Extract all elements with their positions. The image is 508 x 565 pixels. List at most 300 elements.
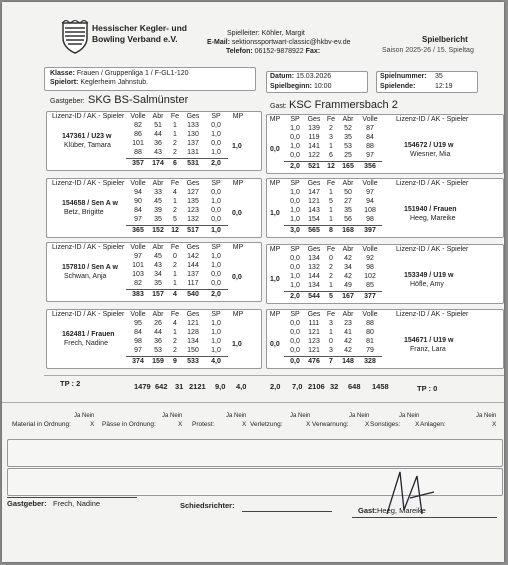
checklist-mark[interactable]: X xyxy=(306,421,311,428)
home-cell: 1 xyxy=(173,131,177,138)
home-header-mp: MP xyxy=(232,113,244,120)
away-cell: 1 xyxy=(329,282,333,289)
home-cell: 53 xyxy=(154,347,162,354)
home-total-cell: 6 xyxy=(173,160,177,167)
away-cell: 0,0 xyxy=(290,338,300,345)
home-team-label: Gastgeber: xyxy=(50,98,85,105)
away-cell: 1,0 xyxy=(290,216,300,223)
away-cell: 92 xyxy=(366,255,374,262)
home-cell: 142 xyxy=(187,253,199,260)
home-header-ges: Ges xyxy=(186,311,200,318)
checklist-mark[interactable]: X xyxy=(415,421,420,428)
home-player-mp: 0,0 xyxy=(232,274,242,281)
venue-value: Keglerheim Jahnstub. xyxy=(80,79,149,86)
away-header-volle: Volle xyxy=(362,246,378,253)
referee-signature-line xyxy=(242,511,332,512)
away-header-fe: Fe xyxy=(326,311,336,318)
away-total-cell: 0,0 xyxy=(290,358,300,365)
home-total-line xyxy=(126,158,228,159)
org-name-line1: Hessischer Kegler- und xyxy=(92,23,187,33)
away-cell: 25 xyxy=(344,152,352,159)
home-cell: 0,0 xyxy=(211,189,221,196)
home-total-cell: 4 xyxy=(173,291,177,298)
away-signature-value: Heeg, Mareike xyxy=(377,506,426,515)
away-cell: 5 xyxy=(329,198,333,205)
checklist-yes-no: Ja Nein xyxy=(399,413,420,419)
referee-label: Schiedsrichter: xyxy=(180,501,235,510)
home-cell: 0,0 xyxy=(211,207,221,214)
away-total-cell: 328 xyxy=(364,358,376,365)
home-player-mp: 1,0 xyxy=(232,143,242,150)
home-player-name: Schwan, Anja xyxy=(64,273,107,280)
home-total-cell: 159 xyxy=(152,358,164,365)
away-player-mp: 1,0 xyxy=(270,276,280,283)
away-cell: 23 xyxy=(344,320,352,327)
away-header-abr: Abr xyxy=(342,311,354,318)
home-cell: 97 xyxy=(134,253,142,260)
home-cell: 137 xyxy=(187,271,199,278)
checklist-mark[interactable]: X xyxy=(90,421,95,428)
away-cell: 134 xyxy=(308,282,320,289)
home-cell: 1,0 xyxy=(211,320,221,327)
home-total-line xyxy=(126,225,228,226)
away-cell: 50 xyxy=(344,189,352,196)
away-cell: 88 xyxy=(366,143,374,150)
home-header-mp: MP xyxy=(232,311,244,318)
away-cell: 2 xyxy=(329,125,333,132)
away-cell: 132 xyxy=(308,264,320,271)
away-header-mp: MP xyxy=(269,246,281,253)
away-cell: 141 xyxy=(308,143,320,150)
away-total-cell: 356 xyxy=(364,163,376,170)
away-player-mp: 0,0 xyxy=(270,341,280,348)
home-cell: 84 xyxy=(134,329,142,336)
home-cell: 51 xyxy=(154,122,162,129)
home-header-fe: Fe xyxy=(170,244,180,251)
start-line: Spielbeginn: 10:00 xyxy=(270,83,332,90)
home-cell: 39 xyxy=(154,207,162,214)
away-player-name: Heeg, Mareike xyxy=(410,215,456,222)
away-signature-label: Gast: xyxy=(358,506,378,515)
away-total-cell: 476 xyxy=(308,358,320,365)
away-cell: 111 xyxy=(308,320,320,327)
away-header-ges: Ges xyxy=(307,116,321,123)
home-total-cell: 383 xyxy=(132,291,144,298)
checklist-label: Verletzung: xyxy=(250,421,283,428)
checklist-label: Protest: xyxy=(192,421,215,428)
away-header-player: Lizenz-ID / AK - Spieler xyxy=(396,311,469,318)
away-total-cell: 397 xyxy=(364,227,376,234)
checklist-label: Anlagen: xyxy=(420,421,446,428)
away-cell: 1 xyxy=(329,143,333,150)
home-total-cell: 2,0 xyxy=(211,291,221,298)
away-header-abr: Abr xyxy=(342,116,354,123)
checklist-mark[interactable]: X xyxy=(492,421,497,428)
away-cell: 144 xyxy=(308,273,320,280)
home-total-cell: 1,0 xyxy=(211,227,221,234)
home-signature-label: Gastgeber: xyxy=(7,499,47,508)
home-cell: 2 xyxy=(173,207,177,214)
away-cell: 52 xyxy=(344,125,352,132)
away-cell: 0 xyxy=(329,255,333,262)
away-cell: 108 xyxy=(364,207,376,214)
away-total-cell: 2,0 xyxy=(290,293,300,300)
away-cell: 79 xyxy=(366,347,374,354)
home-cell: 132 xyxy=(187,216,199,223)
association-logo xyxy=(60,20,90,54)
home-cell: 34 xyxy=(154,271,162,278)
home-cell: 94 xyxy=(134,189,142,196)
away-cell: 0,0 xyxy=(290,264,300,271)
away-cell: 6 xyxy=(329,152,333,159)
away-header-mp: MP xyxy=(269,311,281,318)
home-header-volle: Volle xyxy=(130,180,146,187)
home-cell: 35 xyxy=(154,216,162,223)
away-cell: 121 xyxy=(308,347,320,354)
away-header-mp: MP xyxy=(269,116,281,123)
report-title: Spielbericht xyxy=(422,35,468,44)
home-cell: 43 xyxy=(154,262,162,269)
away-player-mp: 0,0 xyxy=(270,146,280,153)
away-total-cell: 7 xyxy=(329,358,333,365)
away-cell: 1,0 xyxy=(290,125,300,132)
home-header-abr: Abr xyxy=(152,180,164,187)
home-cell: 97 xyxy=(134,216,142,223)
away-total-sp: 7,0 xyxy=(292,382,303,391)
home-total-cell: 12 xyxy=(171,227,179,234)
away-tp: TP : 0 xyxy=(417,384,438,393)
away-header-fe: Fe xyxy=(326,116,336,123)
away-total-cell: 165 xyxy=(342,163,354,170)
away-cell: 122 xyxy=(308,152,320,159)
home-total-volle: 1479 xyxy=(134,382,151,391)
home-cell: 130 xyxy=(187,131,199,138)
away-cell: 0,0 xyxy=(290,152,300,159)
away-cell: 0 xyxy=(329,338,333,345)
home-cell: 5 xyxy=(173,216,177,223)
home-total-line xyxy=(126,289,228,290)
away-cell: 2 xyxy=(329,264,333,271)
home-total-cell: 9 xyxy=(173,358,177,365)
home-cell: 1,0 xyxy=(211,131,221,138)
away-cell: 0,0 xyxy=(290,255,300,262)
away-cell: 35 xyxy=(344,134,352,141)
phone-line: Telefon: 06152-9878922 Fax: xyxy=(226,48,321,55)
checklist-label: Verwarnung: xyxy=(312,421,349,428)
home-cell: 2 xyxy=(173,149,177,156)
home-header-player: Lizenz-ID / AK - Spieler xyxy=(52,113,125,120)
home-cell: 135 xyxy=(187,198,199,205)
home-cell: 127 xyxy=(187,189,199,196)
away-total-cell: 148 xyxy=(342,358,354,365)
away-total-line xyxy=(284,161,382,162)
home-player-mp: 0,0 xyxy=(232,210,242,217)
home-cell: 86 xyxy=(134,131,142,138)
away-cell: 0,0 xyxy=(290,134,300,141)
away-cell: 98 xyxy=(366,216,374,223)
home-cell: 150 xyxy=(187,347,199,354)
home-cell: 84 xyxy=(134,207,142,214)
away-player-id: 153349 / U19 w xyxy=(404,272,454,279)
home-cell: 1 xyxy=(173,271,177,278)
home-cell: 88 xyxy=(134,149,142,156)
home-cell: 134 xyxy=(187,338,199,345)
away-cell: 0,0 xyxy=(290,347,300,354)
home-header-mp: MP xyxy=(232,244,244,251)
home-cell: 1,0 xyxy=(211,347,221,354)
home-tp: TP : 2 xyxy=(60,379,81,388)
away-total-cell: 521 xyxy=(308,163,320,170)
home-cell: 2 xyxy=(173,140,177,147)
away-cell: 2 xyxy=(329,273,333,280)
home-cell: 0,0 xyxy=(211,271,221,278)
away-cell: 49 xyxy=(344,282,352,289)
checklist-yes-no: Ja Nein xyxy=(476,413,497,419)
checklist-yes-no: Ja Nein xyxy=(74,413,95,419)
home-player-id: 154658 / Sen A w xyxy=(62,200,118,207)
home-cell: 123 xyxy=(187,207,199,214)
away-player-id: 151940 / Frauen xyxy=(404,206,457,213)
checklist-yes-no: Ja Nein xyxy=(349,413,370,419)
away-total-mp: 2,0 xyxy=(270,382,281,391)
away-header-fe: Fe xyxy=(326,180,336,187)
away-total-cell: 168 xyxy=(342,227,354,234)
home-header-sp: SP xyxy=(211,180,221,187)
home-signature-value: Frech, Nadine xyxy=(53,499,101,508)
home-cell: 44 xyxy=(154,131,162,138)
away-cell: 119 xyxy=(308,134,320,141)
home-player-id: 162481 / Frauen xyxy=(62,331,115,338)
away-header-volle: Volle xyxy=(362,116,378,123)
away-team-name: KSC Frammersbach 2 xyxy=(289,99,398,111)
home-cell: 2 xyxy=(173,338,177,345)
home-header-player: Lizenz-ID / AK - Spieler xyxy=(52,311,125,318)
away-cell: 42 xyxy=(344,255,352,262)
home-header-abr: Abr xyxy=(152,244,164,251)
home-cell: 36 xyxy=(154,338,162,345)
start-value: 10:00 xyxy=(313,83,332,90)
home-cell: 1 xyxy=(173,122,177,129)
away-cell: 35 xyxy=(344,207,352,214)
away-cell: 88 xyxy=(366,320,374,327)
away-cell: 56 xyxy=(344,216,352,223)
home-header-player: Lizenz-ID / AK - Spieler xyxy=(52,244,125,251)
home-cell: 33 xyxy=(154,189,162,196)
away-cell: 147 xyxy=(308,189,320,196)
home-cell: 1,0 xyxy=(211,253,221,260)
away-header-fe: Fe xyxy=(326,246,336,253)
home-cell: 1,0 xyxy=(211,338,221,345)
home-total-cell: 4,0 xyxy=(211,358,221,365)
number-line: Spielnummer: 35 xyxy=(380,73,443,80)
away-header-sp: SP xyxy=(290,311,300,318)
checklist-mark[interactable]: X xyxy=(178,421,183,428)
away-signature-line xyxy=(352,517,497,518)
away-header-sp: SP xyxy=(290,116,300,123)
away-total-cell: 8 xyxy=(329,227,333,234)
home-cell: 137 xyxy=(187,140,199,147)
away-cell: 41 xyxy=(344,329,352,336)
home-cell: 0 xyxy=(173,253,177,260)
checklist-yes-no: Ja Nein xyxy=(290,413,311,419)
home-cell: 98 xyxy=(134,338,142,345)
away-cell: 53 xyxy=(344,143,352,150)
home-cell: 1,0 xyxy=(211,262,221,269)
away-cell: 3 xyxy=(329,320,333,327)
away-cell: 1,0 xyxy=(290,282,300,289)
home-cell: 2 xyxy=(173,347,177,354)
away-player-mp: 1,0 xyxy=(270,210,280,217)
checklist-label: Pässe in Ordnung: xyxy=(102,421,156,428)
away-cell: 84 xyxy=(366,134,374,141)
away-header-ges: Ges xyxy=(307,180,321,187)
home-cell: 131 xyxy=(187,149,199,156)
checklist-mark[interactable]: X xyxy=(365,421,370,428)
home-cell: 0,0 xyxy=(211,122,221,129)
home-header-mp: MP xyxy=(232,180,244,187)
checklist-divider xyxy=(2,402,504,403)
class-value: Frauen / Gruppenliga 1 / F-GL1-120 xyxy=(76,70,189,77)
home-cell: 45 xyxy=(154,198,162,205)
away-player-id: 154672 / U19 w xyxy=(404,142,454,149)
away-total-line xyxy=(284,356,382,357)
season-label: Saison 2025-26 / 15. Spieltag xyxy=(382,47,474,54)
report-sheet xyxy=(2,2,504,562)
away-player-name: Franz, Lara xyxy=(410,346,446,353)
away-cell: 97 xyxy=(366,189,374,196)
away-header-abr: Abr xyxy=(342,180,354,187)
away-team-label: Gast: xyxy=(270,103,287,110)
away-total-cell: 12 xyxy=(327,163,335,170)
home-header-abr: Abr xyxy=(152,113,164,120)
away-header-sp: SP xyxy=(290,246,300,253)
home-total-cell: 374 xyxy=(132,358,144,365)
home-total-sp: 9,0 xyxy=(215,382,226,391)
home-cell: 45 xyxy=(154,253,162,260)
home-cell: 82 xyxy=(134,122,142,129)
summary-divider xyxy=(44,375,504,376)
home-header-sp: SP xyxy=(211,113,221,120)
away-cell: 1,0 xyxy=(290,189,300,196)
away-cell: 42 xyxy=(344,347,352,354)
checklist-yes-no: Ja Nein xyxy=(226,413,247,419)
home-player-id: 157810 / Sen A w xyxy=(62,264,118,271)
home-header-abr: Abr xyxy=(152,311,164,318)
away-cell: 42 xyxy=(344,273,352,280)
home-cell: 1 xyxy=(173,198,177,205)
home-total-cell: 174 xyxy=(152,160,164,167)
away-cell: 143 xyxy=(308,207,320,214)
home-cell: 128 xyxy=(187,329,199,336)
home-cell: 103 xyxy=(132,271,144,278)
away-total-line xyxy=(284,291,382,292)
away-header-abr: Abr xyxy=(342,246,354,253)
away-total-abr: 648 xyxy=(348,382,361,391)
home-header-volle: Volle xyxy=(130,113,146,120)
email-value: sektionssportwart-classic@hkbv-ev.de xyxy=(231,39,351,46)
home-total-cell: 517 xyxy=(187,227,199,234)
home-total-cell: 2,0 xyxy=(211,160,221,167)
home-player-name: Betz, Brigitte xyxy=(64,209,104,216)
date-line: Datum: 15.03.2026 xyxy=(270,73,332,80)
home-signature-line xyxy=(7,497,137,498)
date-value: 15.03.2026 xyxy=(296,73,332,80)
duration-line: Spielende: 12:19 xyxy=(380,83,453,90)
home-cell: 1,0 xyxy=(211,149,221,156)
email-line: E-Mail: sektionssportwart-classic@hkbv-ev.de xyxy=(207,39,351,46)
away-cell: 94 xyxy=(366,198,374,205)
away-cell: 1 xyxy=(329,207,333,214)
home-total-cell: 152 xyxy=(152,227,164,234)
home-total-cell: 533 xyxy=(187,358,199,365)
home-cell: 101 xyxy=(132,140,144,147)
away-cell: 0,0 xyxy=(290,320,300,327)
home-player-name: Klüber, Tamara xyxy=(64,142,111,149)
home-cell: 95 xyxy=(134,320,142,327)
home-cell: 4 xyxy=(173,320,177,327)
home-player-name: Frech, Nadine xyxy=(64,340,108,347)
away-cell: 1,0 xyxy=(290,207,300,214)
home-cell: 101 xyxy=(132,262,144,269)
away-header-sp: SP xyxy=(290,180,300,187)
home-total-cell: 540 xyxy=(187,291,199,298)
away-cell: 80 xyxy=(366,329,374,336)
away-cell: 85 xyxy=(366,282,374,289)
away-header-player: Lizenz-ID / AK - Spieler xyxy=(396,180,469,187)
home-total-cell: 157 xyxy=(152,291,164,298)
home-cell: 4 xyxy=(173,189,177,196)
org-name-line2: Bowling Verband e.V. xyxy=(92,34,178,44)
home-team-name: SKG BS-Salmünster xyxy=(88,94,189,106)
away-cell: 3 xyxy=(329,347,333,354)
away-total-cell: 377 xyxy=(364,293,376,300)
home-total-cell: 531 xyxy=(187,160,199,167)
home-header-sp: SP xyxy=(211,311,221,318)
away-cell: 121 xyxy=(308,198,320,205)
home-header-fe: Fe xyxy=(170,311,180,318)
home-cell: 43 xyxy=(154,149,162,156)
home-total-mp: 4,0 xyxy=(236,382,247,391)
home-cell: 35 xyxy=(154,280,162,287)
home-cell: 121 xyxy=(187,320,199,327)
checklist-yes-no: Ja Nein xyxy=(162,413,183,419)
away-total-cell: 565 xyxy=(308,227,320,234)
checklist-mark[interactable]: X xyxy=(242,421,247,428)
away-cell: 139 xyxy=(308,125,320,132)
away-player-name: Höfle, Amy xyxy=(410,281,444,288)
home-cell: 0,0 xyxy=(211,140,221,147)
leader-value: Köhler, Margit xyxy=(261,30,305,37)
away-player-name: Wiesner, Mia xyxy=(410,151,451,158)
away-header-player: Lizenz-ID / AK - Spieler xyxy=(396,246,469,253)
home-cell: 133 xyxy=(187,122,199,129)
away-header-volle: Volle xyxy=(362,180,378,187)
away-cell: 102 xyxy=(364,273,376,280)
home-cell: 1,0 xyxy=(211,198,221,205)
home-player-id: 147361 / U23 w xyxy=(62,133,112,140)
home-cell: 117 xyxy=(187,280,199,287)
away-header-volle: Volle xyxy=(362,311,378,318)
class-line: Klasse: Frauen / Gruppenliga 1 / F-GL1-120 xyxy=(50,70,189,77)
home-cell: 90 xyxy=(134,198,142,205)
away-cell: 87 xyxy=(366,125,374,132)
checklist-label: Material in Ordnung: xyxy=(12,421,71,428)
away-cell: 42 xyxy=(344,338,352,345)
away-total-fe: 32 xyxy=(330,382,339,391)
duration-value: 12:19 xyxy=(435,83,453,90)
away-cell: 1,0 xyxy=(290,273,300,280)
away-player-id: 154671 / U19 w xyxy=(404,337,454,344)
